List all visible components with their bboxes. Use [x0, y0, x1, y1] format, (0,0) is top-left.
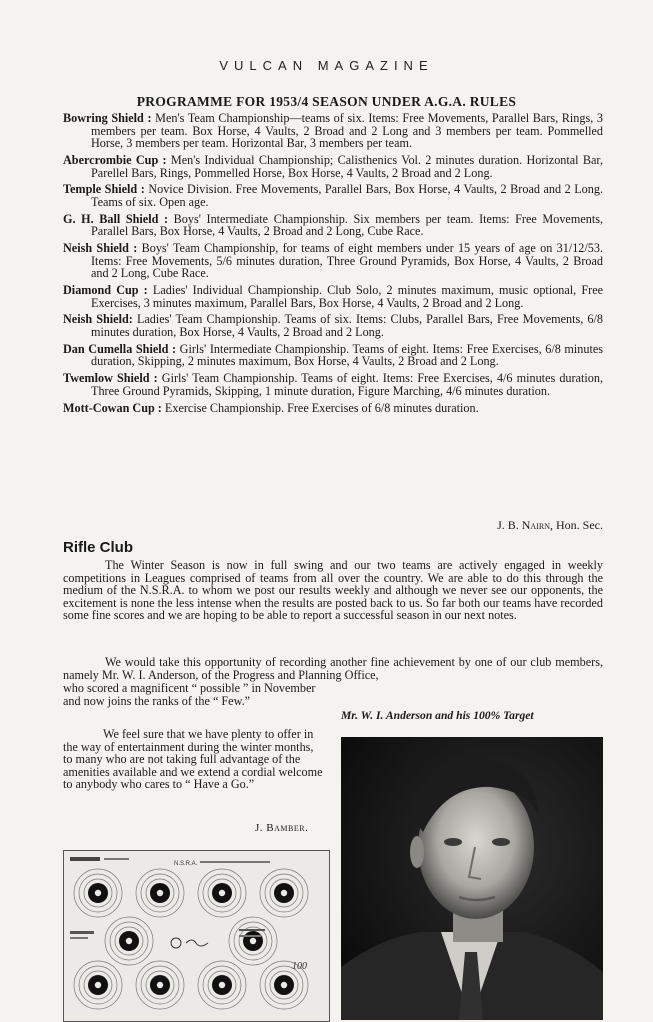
signoff-role: , Hon. Sec. [550, 518, 603, 532]
bullseye-target [105, 917, 153, 965]
programme-entry [63, 213, 603, 238]
programme-entry [63, 372, 603, 397]
magazine-masthead: VULCAN MAGAZINE [219, 58, 434, 73]
programme-entry [63, 402, 603, 415]
entry-name: Abercrombie Cup : [63, 152, 167, 167]
entry-text: Boys' Team Championship, for teams of eight members under 15 years of age on 31/12/53. Items: Free Movements, 5/6 minutes duration, Three Ground Pyramids, Box Horse, 4 Vaults, 2 Broad and 2 Long, Cube Race. [91, 241, 604, 281]
bullseye-target [229, 917, 277, 965]
bullseye-target [198, 869, 246, 917]
programme-entry [63, 242, 603, 280]
entry-text: Men's Team Championship—teams of six. Items: Free Movements, Parallel Bars, Rings, 3 members per team. Box Horse, 4 Vaults, 2 Broad and 2 Long and 3 members per team. Pommelled Horse, 3 members per team. Horizontal Bar, 3 members per team. [91, 111, 603, 151]
entry-text: Girls' Team Championship. Teams of eight. Items: Free Exercises, 4/6 minutes duration, Three Ground Pyramids, Skipping, 1 minute duration, Figure Marching, 4/6 minutes duration. [91, 371, 603, 398]
programme-entry [63, 154, 603, 179]
programme-heading: PROGRAMME FOR 1953/4 SEASON UNDER A.G.A. RULES [136, 94, 517, 109]
rifle-club-paragraph: The Winter Season is now in full swing and our two teams are actively engaged in weekly competitions in Leagues comprised of teams from all over the country. We are able to do this through the medium of the N.S.R.A. to whom we post our results weekly and although we never see our opponents, the excitement is none the less intense when the results are posted back to us. So far both our teams have recorded some fine scores and we are hoping to be able to report a successful season in our next notes. [63, 558, 603, 623]
target-card-image [63, 850, 330, 1022]
rifle-club-paragraph: who scored a magnificent “ possible ” in November and now joins the ranks of the “ Few.” [63, 681, 316, 708]
entry-text: Exercise Championship. Free Exercises of 6/8 minutes duration. [164, 400, 479, 415]
entry-name: Neish Shield: [63, 312, 133, 327]
entry-name: G. H. Ball Shield : [63, 211, 169, 226]
programme-entry [63, 112, 603, 150]
entry-name: Twemlow Shield : [63, 371, 158, 386]
entry-text: Ladies' Team Championship. Teams of six. Items: Clubs, Parallel Bars, Free Movements, 6/8 minutes duration, Box Horse, 4 Vaults, 2 Broad and 2 Long. [91, 312, 604, 340]
entry-text: Men's Individual Championship; Calisthenics Vol. 2 minutes duration. Horizontal Bar, Parellel Bars, Rings, Pommelled Horse, Box Horse, 4 Vaults, 2 Broad and 2 Long. [91, 152, 604, 180]
signoff-name: J. B. Nairn [497, 518, 550, 532]
programme-signoff [497, 518, 603, 533]
bullseye-target [198, 961, 246, 1009]
bullseye-target [136, 961, 184, 1009]
entry-name: Bowring Shield : [63, 111, 152, 125]
bullseye-target [74, 961, 122, 1009]
bullseye-target [136, 869, 184, 917]
entry-text: Girls' Intermediate Championship. Teams of eight. Items: Free Exercises, 6/8 minutes duration, Skipping, 2 minutes maximum, Box Horse, 4 Vaults, 2 Broad and 2 Long. [91, 341, 603, 369]
entry-text: Novice Division. Free Movements, Parallel Bars, Box Horse, 4 Vaults, 2 Broad and 2 Long. Teams of six. Open age. [91, 182, 604, 209]
entry-name: Mott-Cowan Cup : [63, 400, 162, 415]
programme-entry [63, 284, 603, 309]
entry-name: Dan Cumella Shield : [63, 341, 177, 356]
programme-entry [63, 313, 603, 338]
entry-name: Diamond Cup : [63, 283, 148, 298]
programme-list [63, 112, 603, 418]
programme-entry [63, 183, 603, 208]
photo-caption: Mr. W. I. Anderson and his 100% Target [341, 709, 534, 722]
rifle-club-paragraph: We feel sure that we have plenty to offer in the way of entertainment during the winter months, to many who are not taking full advantage of the amenities available and we extend a cordial welcome to anybody who cares to “ Have a Go.” [63, 727, 323, 792]
bullseye-target [74, 869, 122, 917]
rifle-club-signature: J. Bamber. [255, 822, 309, 834]
entry-text: Boys' Intermediate Championship. Six members per team. Items: Free Movements, Parallel Bars, Box Horse, 4 Vaults, 2 Broad and 2 Long, Cube Race. [91, 211, 604, 239]
bullseye-target [260, 869, 308, 917]
rifle-club-title: Rifle Club [63, 539, 133, 556]
programme-entry [63, 343, 603, 368]
entry-text: Ladies' Individual Championship. Club Solo, 2 minutes maximum, music optional, Free Exercises, 3 minutes maximum, Parallel Bars, Box Horse, 4 Vaults, 2 Broad and 2 Long. [91, 283, 604, 310]
target-card-heading: N.S.R.A. [174, 861, 198, 867]
entry-name: Temple Shield : [63, 182, 145, 197]
target-card-score: 100 [292, 961, 307, 972]
rifle-club-paragraph: We would take this opportunity of recording another fine achievement by one of our club members, namely Mr. W. I. Anderson, of the Progress and Planning Office, [63, 655, 603, 682]
target-card-graphic [64, 851, 329, 1021]
portrait-photo [341, 737, 603, 1020]
entry-name: Neish Shield : [63, 241, 138, 256]
portrait-image [341, 737, 603, 1020]
